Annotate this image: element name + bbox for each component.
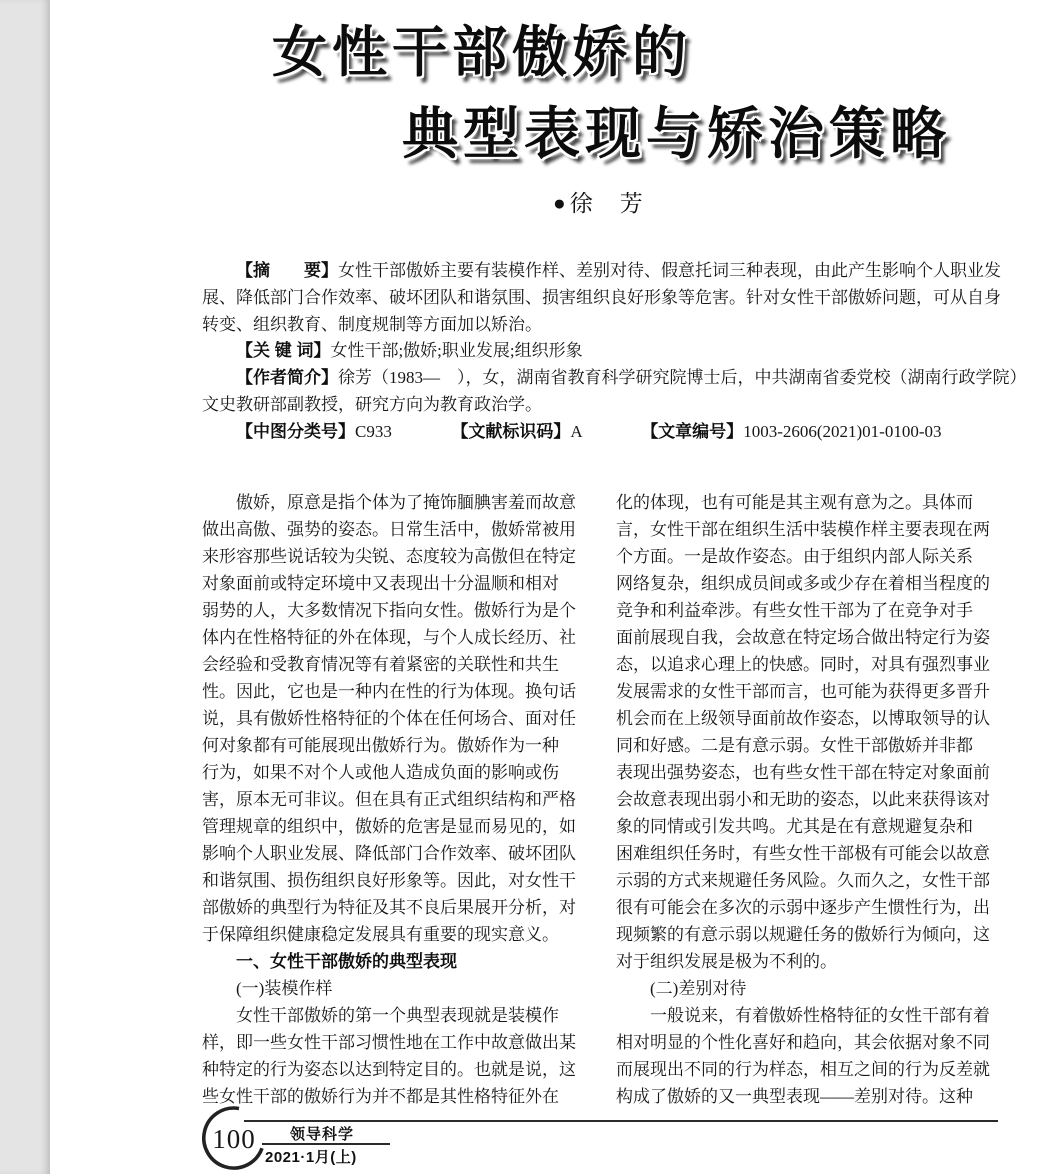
footer-rule-short	[262, 1143, 390, 1145]
text-line: 困难组织任务时，有些女性干部极有可能会以故意	[616, 844, 990, 863]
text-line: 会故意表现出弱小和无助的姿态，以此来获得该对	[616, 790, 990, 809]
article-title-line1: 女性干部傲娇的	[272, 22, 693, 83]
text-segment: 1003-2606(2021)01-0100-03	[743, 421, 942, 441]
text-line: 何对象都有可能展现出傲娇行为。傲娇作为一种	[202, 736, 559, 755]
journal-name: 领导科学	[290, 1126, 355, 1143]
text-line: 文史教研部副教授，研究方向为教育政治学。	[202, 394, 542, 414]
field-label: 【文献标识码】	[459, 421, 571, 441]
pdf-gutter-band	[0, 0, 50, 1174]
text-line: 来形容那些说话较为尖锐、态度较为高傲但在特定	[202, 547, 576, 566]
text-line: 个方面。一是故作姿态。由于组织内部人际关系	[616, 547, 973, 566]
text-line	[202, 419, 998, 446]
page-number: 100	[212, 1124, 256, 1154]
author-line	[553, 185, 645, 218]
text-segment: 徐芳（1983— ），女，湖南省教育科学研究院博士后，中共湖南省委党校（湖南行政学院）	[338, 368, 1027, 388]
footer-rule-long	[244, 1120, 998, 1122]
field-label: 【作者简介】	[236, 368, 338, 388]
text-line: 转变、组织教育、制度规制等方面加以矫治。	[202, 314, 542, 334]
text-line: 而展现出不同的行为样态，相互之间的行为反差就	[616, 1060, 990, 1079]
text-line: 说，具有傲娇性格特征的个体在任何场合、面对任	[202, 709, 576, 728]
author-bullet-icon: ●	[553, 191, 568, 215]
text-line: 些女性干部的傲娇行为并不都是其性格特征外在	[202, 1087, 559, 1106]
body-column-right	[616, 489, 998, 1110]
text-line: 言，女性干部在组织生活中装模作样主要表现在两	[616, 520, 990, 539]
text-line: (一)装模作样	[236, 979, 333, 998]
text-segment: C933	[355, 421, 460, 441]
field-label: 【摘 要】	[236, 261, 338, 280]
text-line: 傲娇，原意是指个体为了掩饰腼腆害羞而故意	[236, 493, 576, 512]
text-line: 一、女性干部傲娇的典型表现	[236, 952, 457, 971]
body-column-left	[202, 489, 576, 1110]
text-line: 女性干部傲娇的第一个典型表现就是装模作	[236, 1006, 559, 1025]
text-line: 做出高傲、强势的姿态。日常生活中，傲娇常被用	[202, 520, 576, 539]
text-line: 影响个人职业发展、降低部门合作效率、破坏团队	[202, 844, 576, 863]
field-label: 【文章编号】	[649, 421, 744, 441]
text-line: (二)差别对待	[650, 979, 747, 998]
text-line: 构成了傲娇的又一典型表现——差别对待。这种	[616, 1087, 973, 1106]
text-line: 很有可能会在多次的示弱中逐步产生惯性行为，出	[616, 898, 990, 917]
text-line: 害，原本无可非议。但在具有正式组织结构和严格	[202, 790, 576, 809]
text-line: 行为，如果不对个人或他人造成负面的影响或伤	[202, 763, 559, 782]
author-name: 徐 芳	[569, 191, 645, 216]
article-page	[50, 0, 1057, 1174]
text-line: 相对明显的个性化喜好和趋向，其会依据对象不同	[616, 1033, 990, 1052]
text-line: 态，以追求心理上的快感。同时，对具有强烈事业	[616, 655, 990, 674]
text-line: 管理规章的组织中，傲娇的危害是显而易见的，如	[202, 817, 576, 836]
text-line: 现频繁的有意示弱以规避任务的傲娇行为倾向，这	[616, 925, 990, 944]
text-line: 同和好感。二是有意示弱。女性干部傲娇并非都	[616, 736, 973, 755]
text-line: 和谐氛围、损伤组织良好形象等。因此，对女性干	[202, 871, 576, 890]
text-line: 对于组织发展是极为不利的。	[616, 952, 837, 971]
text-segment: A	[570, 421, 650, 441]
text-line: 网络复杂，组织成员间或多或少存在着相当程度的	[616, 574, 990, 593]
text-line	[202, 365, 1027, 392]
text-line: 机会而在上级领导面前故作姿态，以博取领导的认	[616, 709, 990, 728]
field-label: 【中图分类号】	[236, 421, 355, 441]
text-line: 于保障组织健康稳定发展具有重要的现实意义。	[202, 925, 559, 944]
text-line: 性。因此，它也是一种内在性的行为体现。换句话	[202, 682, 576, 701]
text-line: 会经验和受教育情况等有着紧密的关联性和共生	[202, 655, 559, 674]
text-line: 种特定的行为姿态以达到特定目的。也就是说，这	[202, 1060, 576, 1079]
text-line: 竞争和利益牵涉。有些女性干部为了在竞争对手	[616, 601, 973, 620]
text-line: 表现出强势姿态，也有些女性干部在特定对象面前	[616, 763, 990, 782]
text-line	[202, 258, 1001, 285]
text-line: 示弱的方式来规避任务风险。久而久之，女性干部	[616, 871, 990, 890]
text-line: 展、降低部门合作效率、破坏团队和谐氛围、损害组织良好形象等危害。针对女性干部傲娇问题，可从自身	[202, 287, 1001, 307]
text-line: 化的体现，也有可能是其主观有意为之。具体而	[616, 493, 973, 512]
field-label: 【关 键 词】	[236, 341, 331, 361]
text-line: 样，即一些女性干部习惯性地在工作中故意做出某	[202, 1033, 576, 1052]
text-line: 象的同情或引发共鸣。尤其是在有意规避复杂和	[616, 817, 973, 836]
text-line: 弱势的人，大多数情况下指向女性。傲娇行为是个	[202, 601, 576, 620]
journal-issue: 2021·1月(上)	[265, 1149, 357, 1166]
front-matter-block	[202, 258, 1027, 446]
text-line: 部傲娇的典型行为特征及其不良后果展开分析，对	[202, 898, 576, 917]
text-line: 体内在性格特征的外在体现，与个人成长经历、社	[202, 628, 576, 647]
text-line: 一般说来，有着傲娇性格特征的女性干部有着	[650, 1006, 990, 1025]
text-segment: 女性干部;傲娇;职业发展;组织形象	[330, 341, 583, 361]
text-line: 面前展现自我，会故意在特定场合做出特定行为姿	[616, 628, 990, 647]
text-line: 对象面前或特定环境中又表现出十分温顺和相对	[202, 574, 559, 593]
text-line: 发展需求的女性干部而言，也可能为获得更多晋升	[616, 682, 990, 701]
text-line	[202, 338, 998, 365]
article-title-line2: 典型表现与矫治策略	[402, 104, 951, 166]
text-segment: 女性干部傲娇主要有装模作样、差别对待、假意托词三种表现，由此产生影响个人职业发	[338, 261, 1001, 280]
